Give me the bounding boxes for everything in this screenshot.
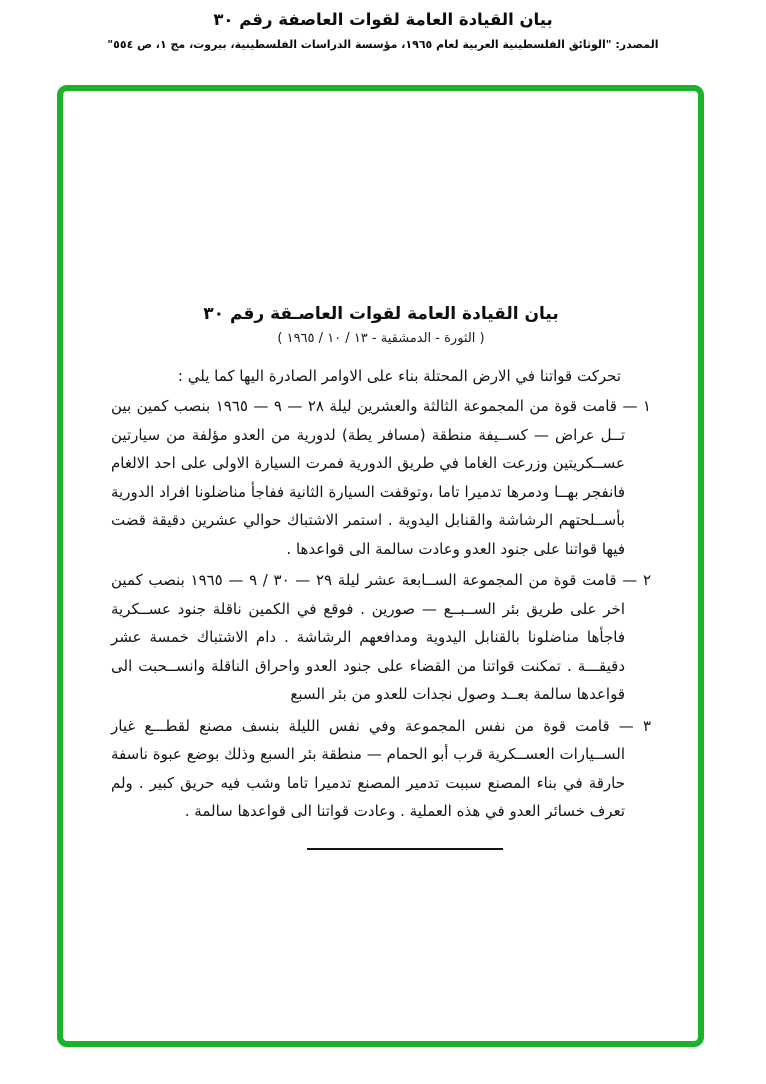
document-intro-line: تحركت قواتنا في الارض المحتلة بناء على الاوامر الصادرة اليها كما يلي : — [177, 367, 621, 385]
page-header — [0, 10, 766, 51]
document-body — [111, 304, 651, 850]
document-title: بيان القيادة العامة لقوات العاصـقة رقم ٣٠ — [203, 304, 559, 324]
item-text: قامت قوة من المجموعة الســابعة عشر ليلة ٢٩ — ٣٠ / ٩ — ١٩٦٥ بنصب كمين اخر على طريق بئر الســبــع — صورين . فوقع في الكمين ناقلة جنود عســكرية فاجأها مناضلونا بالقنابل اليدوية ومدافعهم الرشاشة . دام الاشتباك خمسة عشر دقيقـــة . تمكنت قواتنا من القضاء على جنود العدو واحراق الناقلة وانســحبت الى قواعدها سالمة بعــد وصول نجدات للعدو من بئر السبع — [111, 571, 625, 703]
item-number: ٢ — — [616, 571, 651, 589]
item-number: ١ — — [616, 397, 651, 415]
item-text: قامت قوة من المجموعة الثالثة والعشرين ليلة ٢٨ — ٩ — ١٩٦٥ بنصب كمين بين تــل عراض — كســيفة منطقة (مسافر يطة) لدورية من العدو مؤلفة من سيارتين عســكريتين وزرعت الغاما في طريق الدورية فمرت السيارة الاولى على احد الالغام فانفجر بهــا ودمرها تدميرا تاما ،وتوقفت السيارة الثانية ففاجأ مناضلونا افراد الدورية بأســلحتهم الرشاشة والقنابل اليدوية . استمر الاشتباك حوالي عشرين دقيقة قضت فيها قواتنا على جنود العدو وعادت سالمة الى قواعدها . — [111, 397, 625, 558]
list-item — [111, 566, 651, 709]
item-number: ٣ — — [609, 716, 651, 735]
list-item — [111, 392, 651, 563]
scan-highlight-frame — [57, 85, 704, 1047]
source-citation: المصدر: "الوثائق الفلسطينية العربية لعام ١٩٦٥، مؤسسة الدراسات الفلسطينية، بيروت، مج ١، ص ٥٥٤" — [107, 38, 659, 51]
document-subtitle: ( الثورة - الدمشقية - ١٣ / ١٠ / ١٩٦٥ ) — [277, 331, 485, 346]
item-text: قامت قوة من نفس المجموعة وفي نفس الليلة بنسف مصنع لقطـــع غيار الســيارات العســكرية قرب أبو الحمام — منطقة بئر السبع وذلك بوضع عبوة ناسفة حارقة في بناء المصنع سببت تدمير المصنع تدميرا تاما وشب فيه حريق كبير . ولم تعرف خسائر العدو في هذه العملية . وعادت قواتنا الى قواعدها سالمة . — [111, 716, 625, 820]
page-title: بيان القيادة العامة لقوات العاصفة رقم ٣٠ — [213, 10, 553, 29]
separator-line — [307, 848, 503, 851]
list-item — [111, 712, 651, 826]
